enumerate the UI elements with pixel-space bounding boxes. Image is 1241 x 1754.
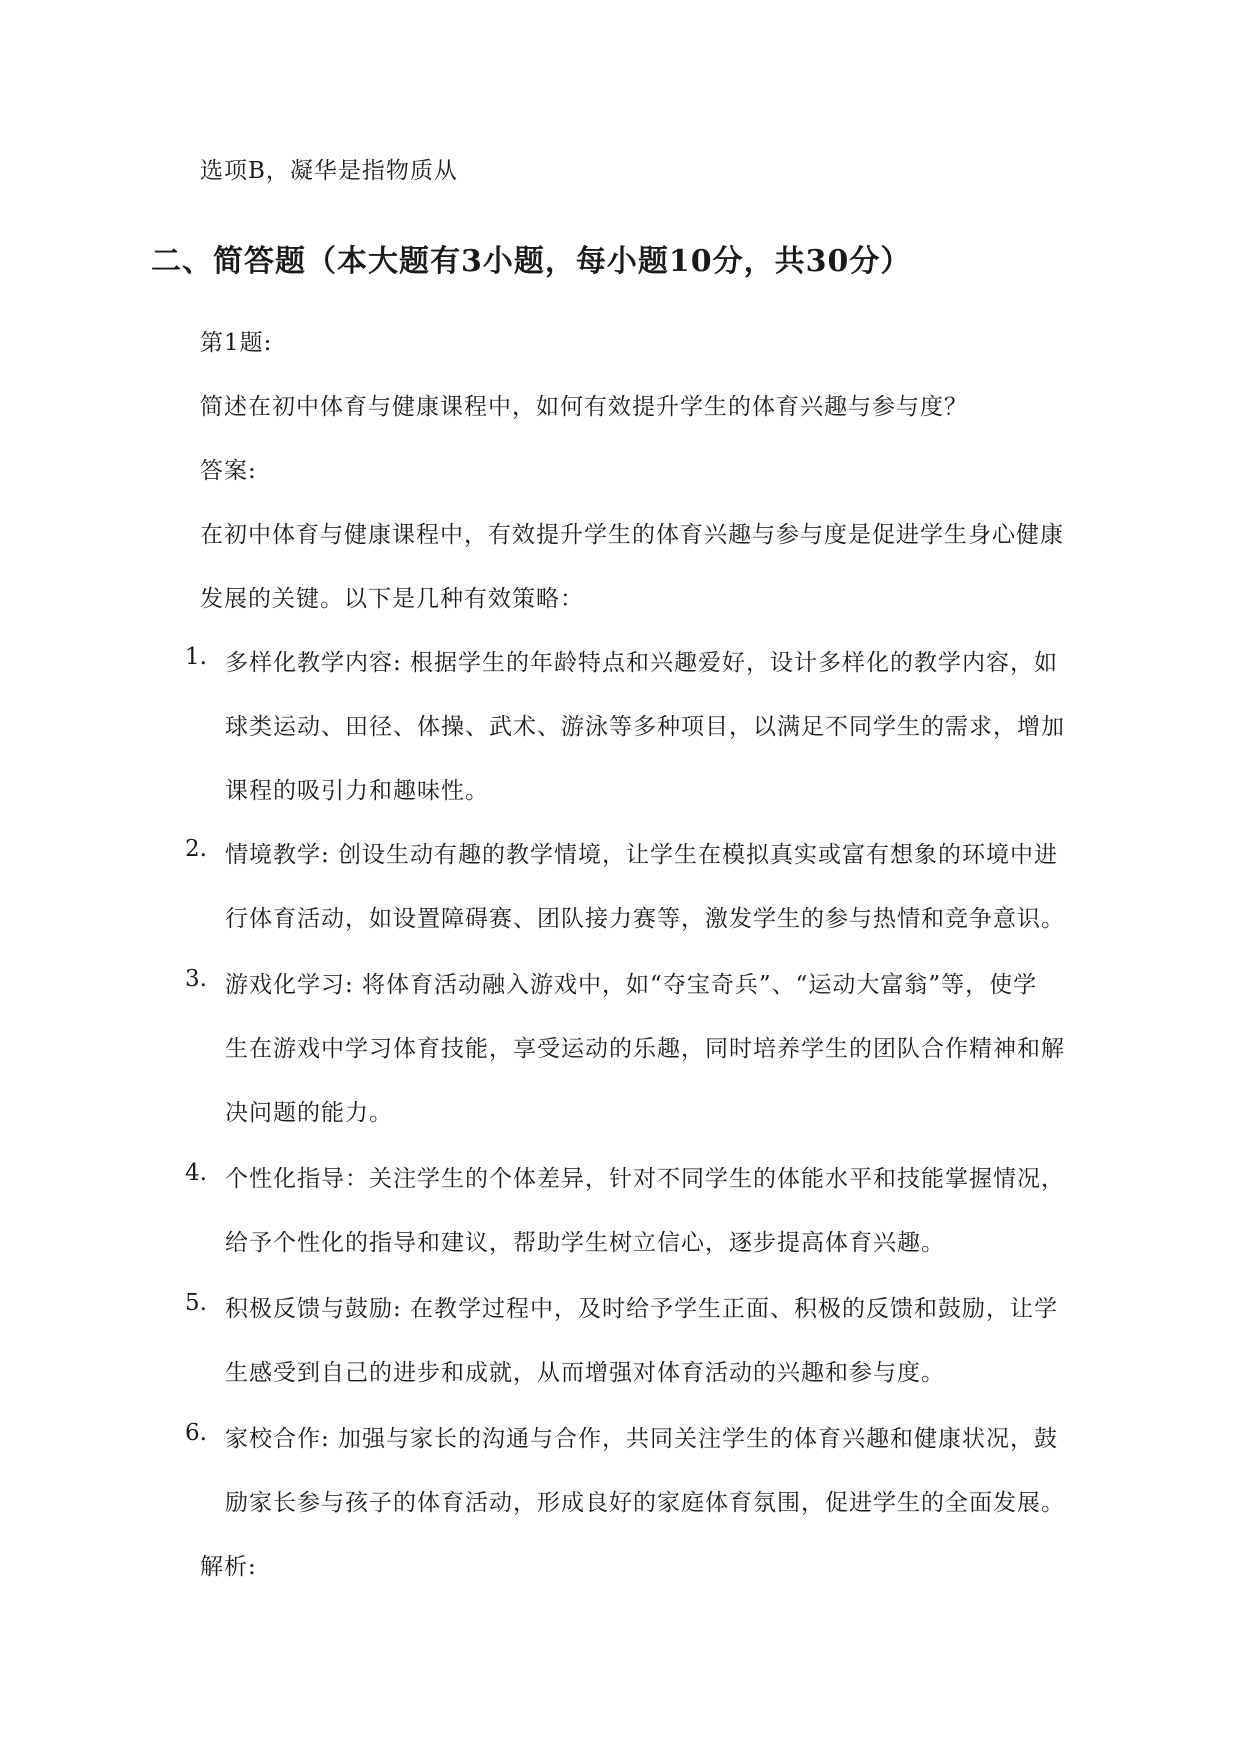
list-item-line: 决问题的能力。 (225, 1100, 393, 1126)
analysis-label: 解析: (200, 1554, 257, 1580)
list-item-number: 1. (185, 644, 207, 670)
list-item-line: 行体育活动，如设置障碍赛、团队接力赛等，激发学生的参与热情和竞争意识。 (225, 906, 1065, 932)
answer-label: 答案: (200, 458, 257, 484)
list-item-line: 多样化教学内容: 根据学生的年龄特点和兴趣爱好，设计多样化的教学内容，如 (225, 650, 1059, 676)
list-item-line: 生在游戏中学习体育技能，享受运动的乐趣，同时培养学生的团队合作精神和解 (225, 1036, 1065, 1062)
list-item-number: 4. (185, 1160, 207, 1186)
answer-intro-line: 发展的关键。以下是几种有效策略： (200, 586, 584, 612)
list-item-number: 2. (185, 836, 207, 862)
list-item-line: 课程的吸引力和趣味性。 (225, 778, 489, 804)
answer-intro-line: 在初中体育与健康课程中，有效提升学生的体育兴趣与参与度是促进学生身心健康 (200, 522, 1064, 548)
list-item-number: 3. (185, 966, 207, 992)
list-item-line: 生感受到自己的进步和成就，从而增强对体育活动的兴趣和参与度。 (225, 1360, 945, 1386)
list-item-number: 5. (185, 1290, 207, 1316)
intro-line: 选项B，凝华是指物质从 (200, 158, 458, 184)
list-item-line: 家校合作: 加强与家长的沟通与合作，共同关注学生的体育兴趣和健康状况，鼓 (225, 1426, 1059, 1452)
question-label: 第1题: (200, 330, 273, 356)
list-item-number: 6. (185, 1420, 207, 1446)
list-item-line: 球类运动、田径、体操、武术、游泳等多种项目，以满足不同学生的需求，增加 (225, 714, 1065, 740)
list-item-line: 给予个性化的指导和建议，帮助学生树立信心，逐步提高体育兴趣。 (225, 1230, 945, 1256)
list-item-line: 游戏化学习: 将体育活动融入游戏中，如“夺宝奇兵”、“运动大富翁”等，使学 (225, 972, 1038, 998)
list-item-line: 积极反馈与鼓励: 在教学过程中，及时给予学生正面、积极的反馈和鼓励，让学 (225, 1296, 1059, 1322)
question-text: 简述在初中体育与健康课程中，如何有效提升学生的体育兴趣与参与度？ (200, 394, 968, 420)
list-item-line: 个性化指导：关注学生的个体差异，针对不同学生的体能水平和技能掌握情况， (225, 1166, 1065, 1192)
list-item-line: 励家长参与孩子的体育活动，形成良好的家庭体育氛围，促进学生的全面发展。 (225, 1490, 1065, 1516)
list-item-line: 情境教学: 创设生动有趣的教学情境，让学生在模拟真实或富有想象的环境中进 (225, 842, 1059, 868)
section-heading: 二、简答题（本大题有3小题，每小题10分，共30分） (151, 244, 912, 279)
